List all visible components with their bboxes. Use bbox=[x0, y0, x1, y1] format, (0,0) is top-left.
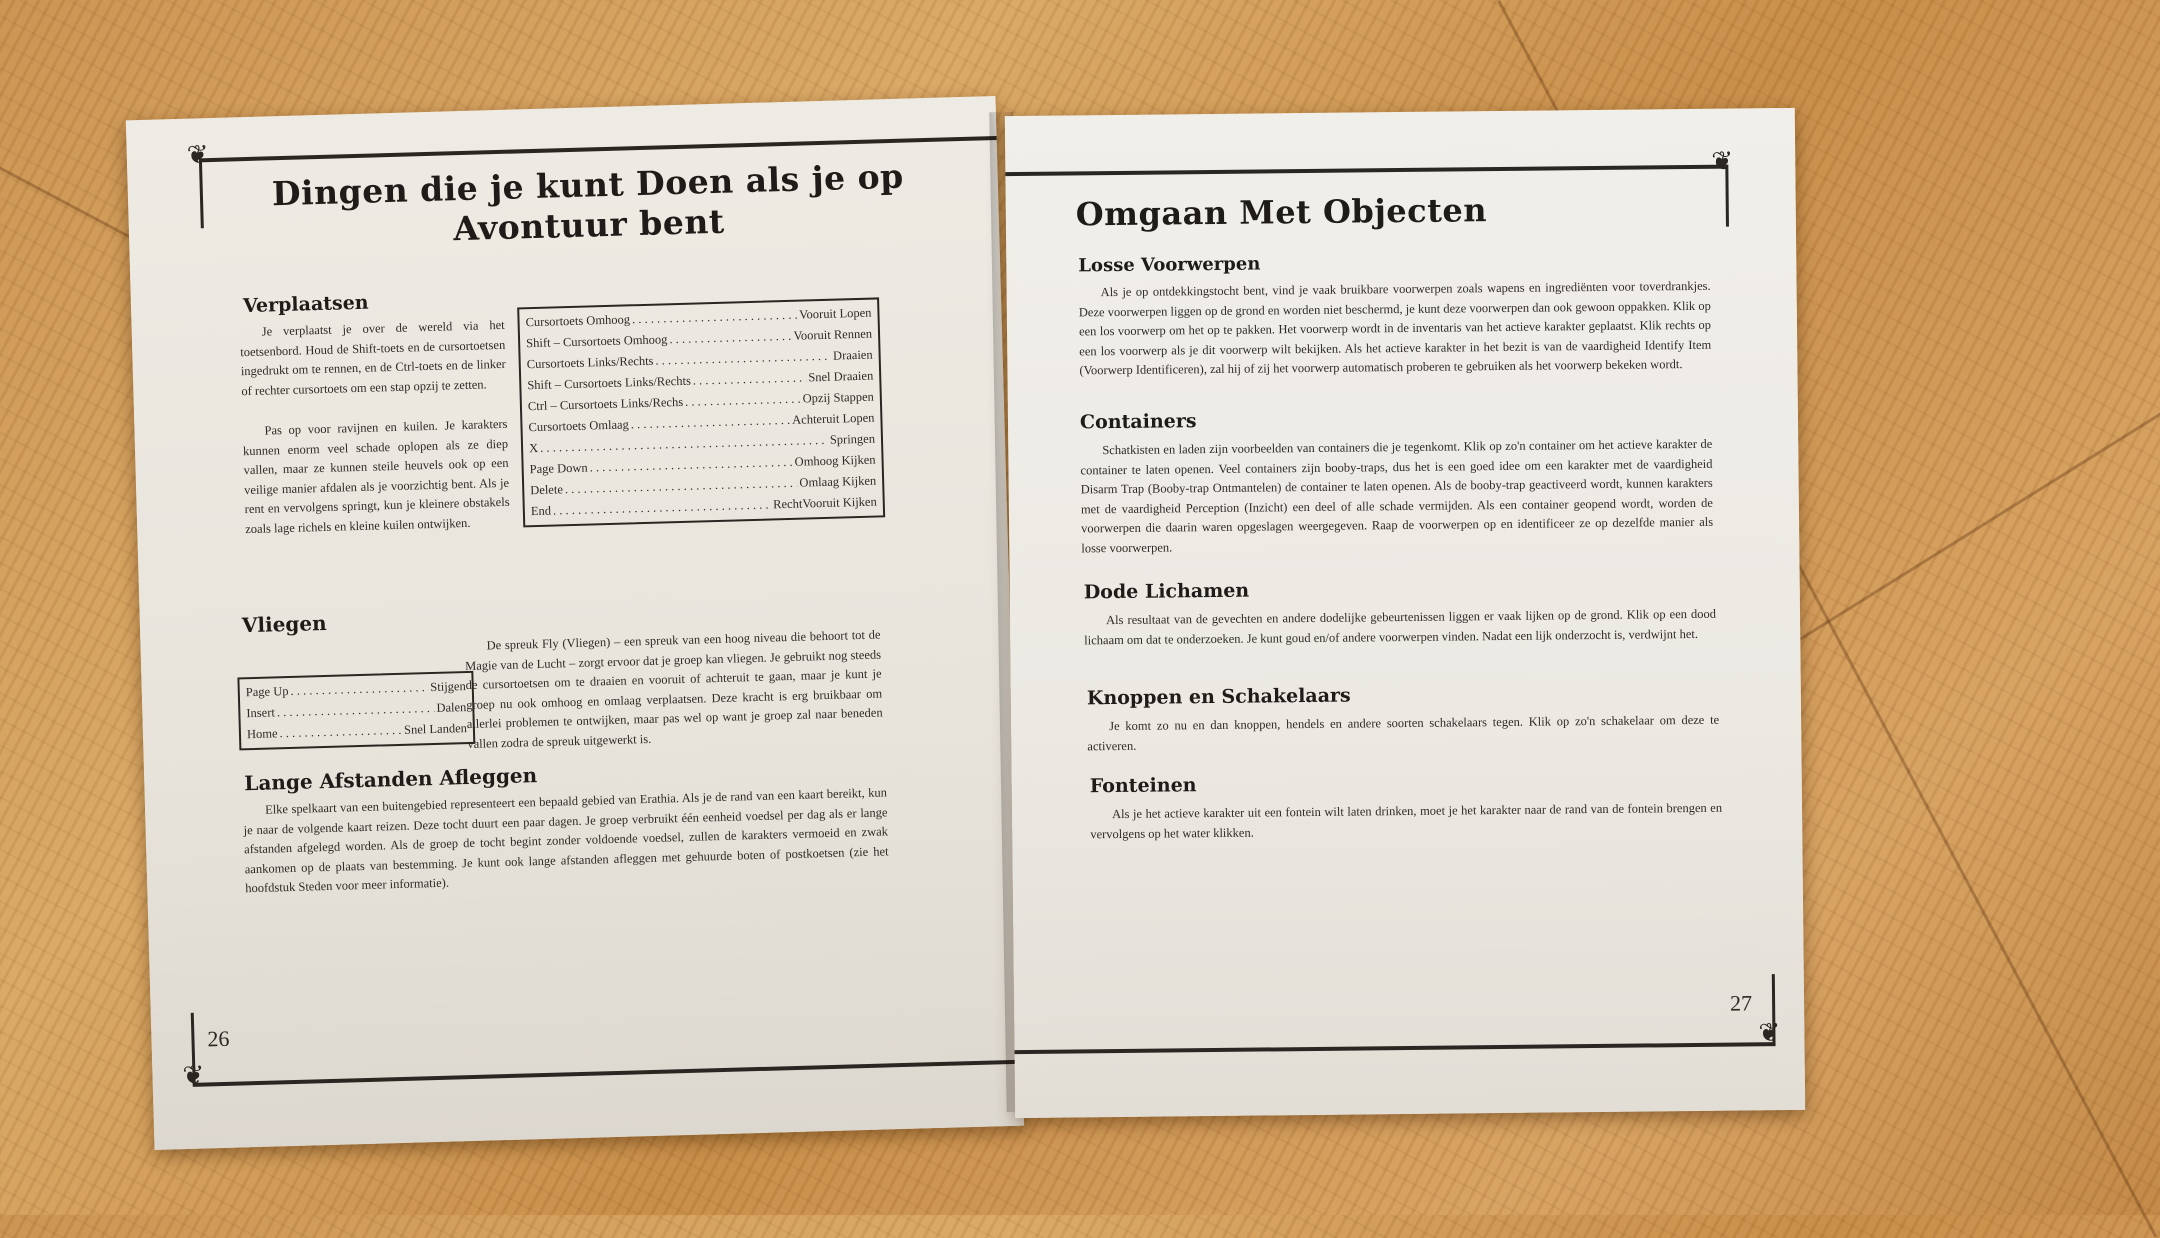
fleur-ornament-icon: ❦ bbox=[186, 140, 210, 171]
section-heading-knoppen: Knoppen en Schakelaars bbox=[1086, 684, 1351, 710]
top-border-rule bbox=[1005, 165, 1727, 177]
losse-voorwerpen-paragraph: Als je op ontdekkingstocht bent, vind je vaak bruikbare voorwerpen zoals wapens en ingrediënten voor toverdrankjes. Deze voorwerpen liggen op de grond en worden niet beschermd, je kunt deze voorwerpen dan ook gewoon oppakken. Klik op een los voorwerp om het op te pakken. Het voorwerp wordt in de inventaris van het actieve karakter geplaatst. Klik rechts op een los voorwerp als je dit voorwerp wilt bekijken. Als het actieve karakter in het bezit is van de vaardigheid Identify Item (Voorwerp Identificeren), zal hij of zij het voorwerp automatisch proberen te gebruiken als het voorwerp bekeken wordt. bbox=[1078, 278, 1712, 378]
key-action: Stijgen bbox=[430, 679, 466, 695]
flight-keys-table bbox=[237, 671, 475, 751]
key-action: Opzij Stappen bbox=[802, 389, 874, 406]
manual-right-page bbox=[1005, 108, 1805, 1118]
page-title: Omgaan Met Objecten bbox=[1075, 191, 1488, 234]
key-name: Shift – Cursortoets Links/Rechts bbox=[527, 373, 692, 393]
key-name: Shift – Cursortoets Omhoog bbox=[525, 332, 668, 351]
section-heading-dode-lichamen: Dode Lichamen bbox=[1083, 579, 1250, 604]
bottom-border-rule bbox=[193, 1060, 1023, 1087]
key-name: Page Up bbox=[245, 684, 289, 700]
key-name: Delete bbox=[530, 482, 564, 498]
section-heading-vliegen: Vliegen bbox=[241, 610, 327, 638]
section-heading-containers: Containers bbox=[1079, 410, 1197, 434]
fonteinen-paragraph: Als je het actieve karakter uit een fontein wilt laten drinken, moet je het karakter naar de rand van de fontein brengen en vervolgens op het water klikken. bbox=[1090, 800, 1723, 841]
key-action: Omhoog Kijken bbox=[794, 452, 876, 469]
page-title bbox=[207, 155, 969, 256]
dode-lichamen-paragraph: Als resultaat van de gevechten en andere dodelijke gebeurtenissen liggen er vaak lijken op de grond. Klik op een dood lichaam om dat te onderzoeken. Je kunt goud en/of andere voorwerpen vinden. Nadat een lijk onderzocht is, verdwijnt het. bbox=[1084, 606, 1717, 647]
containers-paragraph: Schatkisten en laden zijn voorbeelden van containers die je tegenkomt. Klik op zo'n container om het actieve karakter de container te laten openen. Veel containers zijn booby-traps, dus het is een goed idee om een karakter met de vaardigheid Disarm Trap (Booby-trap Ontmantelen) de container te laten openen. Als de booby-trap geactiveerd wordt, kunnen karakters met de vaardigheid Perception (Inzicht) een deel of alle schade vermijden. Als een container geopend wordt, worden de voorwerpen die daarin waren opgeslagen weergegeven. Raap de voorwerpen op en identificeer ze op dezelfde manier als losse voorwerpen. bbox=[1080, 436, 1714, 555]
key-name: Cursortoets Omhoog bbox=[525, 312, 631, 330]
section-heading-fonteinen: Fonteinen bbox=[1089, 774, 1197, 798]
page-number: 26 bbox=[207, 1025, 230, 1052]
key-name: Ctrl – Cursortoets Links/Rechs bbox=[527, 394, 684, 414]
key-name: Home bbox=[246, 726, 278, 742]
key-name: Cursortoets Omlaag bbox=[528, 417, 630, 435]
section-heading-verplaatsen: Verplaatsen bbox=[242, 291, 369, 318]
section-heading-lange-afstanden: Lange Afstanden Afleggen bbox=[244, 763, 538, 796]
key-name: X bbox=[528, 440, 539, 456]
lange-afstanden-paragraph: Elke spelkaart van een buitengebied representeert een bepaald gebied van Erathia. Als je de rand van een kaart bereikt, kun je naar de volgende kaart reizen. Deze tocht duurt een paar dagen. Je groep verbruikt één eenheid voedsel per dag als er lange afstanden afgelegd worden. Als de groep de tocht begint zonder voldoende voedsel, zullen de karakters vermoeid en zwak aankomen op de plaats van bestemming. Je kunt ook lange afstanden afleggen met gehuurde boten of postkoetsen (zie het hoofdstuk Steden voor meer informatie). bbox=[243, 785, 889, 896]
verplaatsen-paragraph-2: Pas op voor ravijnen en kuilen. Je karakters kunnen enorm veel schade oplopen als ze diep vallen, maar ze kunnen steile heuvels ook op een veilige manier afdalen als je voorzichtig bent. Als je rent en vervolgens springt, kun je kleinere obstakels zoals lage richels en kleine kuilen ontwijken. bbox=[242, 416, 510, 536]
title-line-1: Dingen die je kunt Doen als je op bbox=[271, 156, 905, 214]
key-action: Vooruit Lopen bbox=[798, 305, 872, 322]
dot-leader bbox=[279, 720, 402, 744]
fleur-ornament-icon: ❦ bbox=[1711, 146, 1734, 177]
key-action: Springen bbox=[829, 431, 876, 447]
key-action: Snel Landen bbox=[403, 721, 468, 737]
knoppen-paragraph: Je komt zo nu en dan knoppen, hendels en andere soorten schakelaars tegen. Klik op zo'n schakelaar om deze te activeren. bbox=[1087, 712, 1720, 753]
key-name: Insert bbox=[246, 705, 276, 721]
key-action: Achteruit Lopen bbox=[791, 410, 875, 427]
verplaatsen-paragraph-1: Je verplaatst je over de wereld via het toetsenbord. Houd de Shift-toets en de cursortoetsen ingedrukt om te rennen, en de Ctrl-toets en de linker of rechter cursortoets om een stap opzij te zetten. bbox=[240, 317, 506, 398]
key-action: Omlaag Kijken bbox=[799, 473, 877, 490]
key-action: RechtVooruit Kijken bbox=[772, 494, 877, 512]
manual-left-page bbox=[126, 96, 1024, 1150]
key-action: Draaien bbox=[832, 347, 873, 363]
key-name: Cursortoets Links/Rechts bbox=[526, 353, 654, 372]
key-name: Page Down bbox=[529, 460, 588, 477]
vliegen-text: De spreuk Fly (Vliegen) – een spreuk van een hoog niveau die behoort tot de Magie van de Lucht – zorgt ervoor dat je groep kan vliegen. Je gebruikt nog steeds de cursortoetsen om te draaien en vooruit of achteruit te gaan, maar je kunt je groep nu ook omhoog en omlaag verplaatsen. Deze kracht is erg bruikbaar om allerlei problemen te ontwijken, maar pas wel op want je groep zal naar beneden vallen zodra de spreuk uitgewerkt is. bbox=[464, 627, 883, 751]
movement-keys-table bbox=[517, 297, 885, 527]
fleur-ornament-icon: ❦ bbox=[1758, 1018, 1781, 1049]
fleur-ornament-icon: ❦ bbox=[182, 1060, 205, 1092]
bottom-border-rule bbox=[1015, 1042, 1775, 1054]
key-action: Snel Draaien bbox=[808, 368, 874, 385]
title-line-2: Avontuur bent bbox=[452, 201, 726, 249]
page-number: 27 bbox=[1729, 990, 1753, 1016]
section-heading-losse-voorwerpen: Losse Voorwerpen bbox=[1078, 253, 1261, 277]
key-name: End bbox=[530, 503, 552, 519]
key-action: Vooruit Rennen bbox=[793, 326, 873, 343]
key-action: Dalen bbox=[436, 700, 467, 715]
